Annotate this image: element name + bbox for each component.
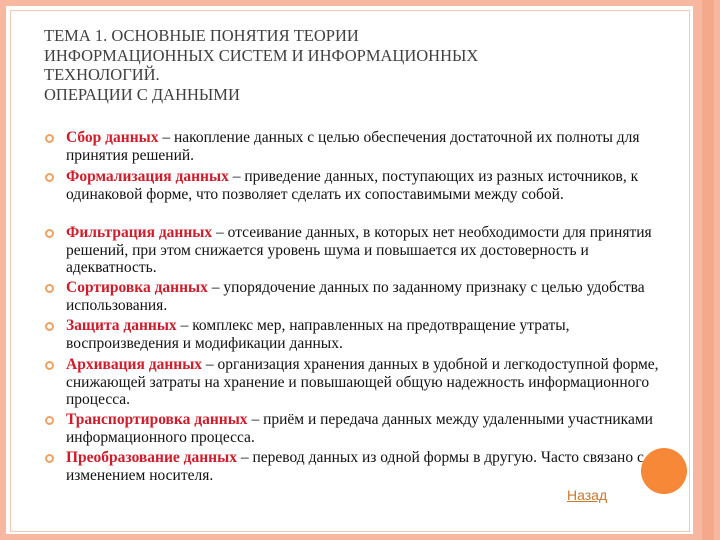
slide-title xyxy=(44,26,664,104)
title-line: ТЕМА 1. ОСНОВНЫЕ ПОНЯТИЯ ТЕОРИИ xyxy=(44,26,359,45)
list-item xyxy=(66,411,676,446)
bullet-icon xyxy=(45,361,54,370)
definition: – накопление данных с целью обеспечения достаточной их полноты для принятия решений. xyxy=(66,129,640,164)
bullet-icon xyxy=(45,284,54,293)
definition: – приведение данных, поступающих из разных источников, к одинаковой форме, что позволяет сделать их сопоставимыми между собой. xyxy=(66,168,639,203)
list-item xyxy=(66,449,676,484)
list-item xyxy=(66,224,676,277)
bullet-icon xyxy=(45,229,54,238)
decorative-strip xyxy=(702,0,714,540)
bullet-icon xyxy=(45,416,54,425)
term: Защита данных xyxy=(66,317,177,334)
title-line: ТЕХНОЛОГИЙ. xyxy=(44,65,160,84)
term: Преобразование данных xyxy=(66,449,237,466)
term: Фильтрация данных xyxy=(66,224,213,241)
bullet-icon xyxy=(45,322,54,331)
list-item xyxy=(66,356,676,409)
term: Формализация данных xyxy=(66,168,229,185)
list-item xyxy=(66,279,676,314)
bullet-icon xyxy=(45,134,54,143)
definition: – приём и передача данных между удаленными участниками информационного процесса. xyxy=(66,411,653,446)
definition: – отсеивание данных, в которых нет необходимости для принятия решений, при этом снижается уровень шума и повышается их достоверность и адекватность. xyxy=(66,224,652,277)
bullet-icon xyxy=(45,173,54,182)
definition: – организация хранения данных в удобной и легкодоступной форме, снижающей затраты на хранение и повышающей общую надежность информационного процесса. xyxy=(66,356,659,409)
list-item xyxy=(66,317,676,352)
list-item xyxy=(66,129,676,164)
title-line: ИНФОРМАЦИОННЫХ СИСТЕМ И ИНФОРМАЦИОННЫХ xyxy=(44,45,479,65)
term: Сортировка данных xyxy=(66,279,208,296)
title-line: ОПЕРАЦИИ С ДАННЫМИ xyxy=(44,84,240,104)
term: Транспортировка данных xyxy=(66,411,248,428)
term: Сбор данных xyxy=(66,129,159,146)
orange-circle-decoration xyxy=(641,448,687,494)
definition: – упорядочение данных по заданному признаку с целью удобства использования. xyxy=(66,279,645,314)
definition: – перевод данных из одной формы в другую. Часто связано с изменением носителя. xyxy=(66,449,644,484)
bullet-icon xyxy=(45,454,54,463)
term: Архивация данных xyxy=(66,356,203,373)
definition: – комплекс мер, направленных на предотвращение утраты, воспроизведения и модификации данных. xyxy=(66,317,570,352)
back-link[interactable]: Назад xyxy=(567,487,608,503)
list-item xyxy=(66,168,676,203)
